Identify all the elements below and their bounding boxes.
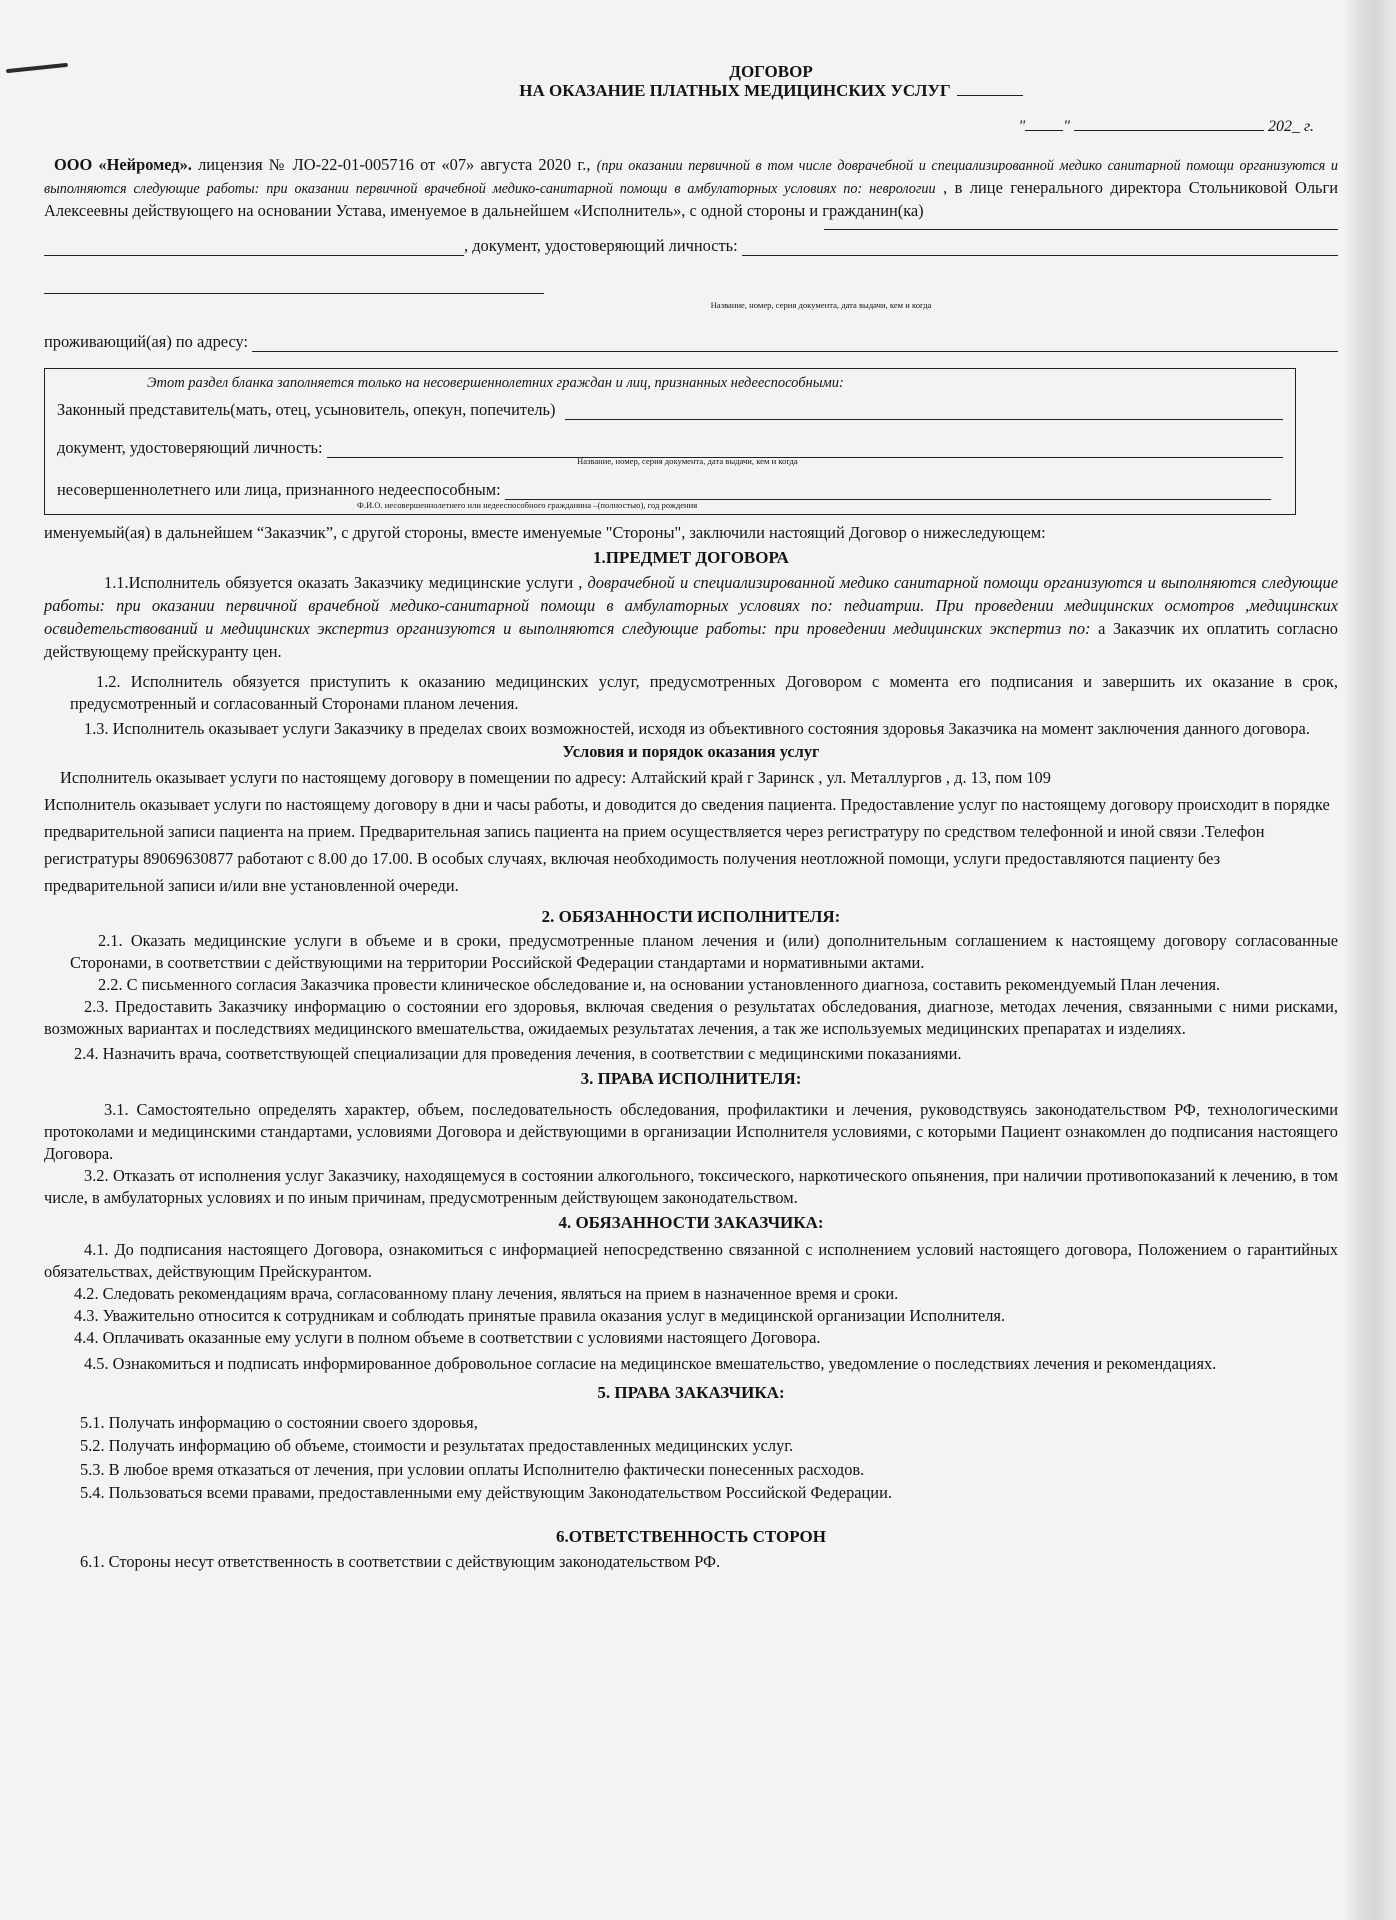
- clause-4-5: 4.5. Ознакомиться и подписать информированное добровольное согласие на медицинское вмешательство, уведомление о последствиях лечения и рекомендациях.: [84, 1354, 1217, 1373]
- title-line-2: НА ОКАЗАНИЕ ПЛАТНЫХ МЕДИЦИНСКИХ УСЛУГ: [519, 81, 951, 100]
- clause-2-1: 2.1. Оказать медицинские услуги в объеме и в сроки, предусмотренные планом лечения и (или) дополнительным соглашением к настоящему договору согласованные Сторонами, в соответствии с действующими на территории Российской Федерации стандартами и нормативными актами.: [70, 931, 1338, 972]
- conditions-heading: Условия и порядок оказания услуг: [562, 742, 820, 761]
- section-4-heading: 4. ОБЯЗАННОСТИ ЗАКАЗЧИКА:: [558, 1213, 824, 1232]
- license-text: лицензия № ЛО-22-01-005716 от «07» августа 2020 г.,: [191, 155, 597, 174]
- date-year: 202_ г.: [1267, 118, 1314, 135]
- intro-paragraph: [44, 154, 1338, 222]
- org-name: ООО «Нейромед».: [54, 155, 192, 174]
- conditions-p1: Исполнитель оказывает услуги по настоящему договору в помещении по адресу: Алтайский край г Заринск , ул. Металлургов , д. 13, пом 109: [60, 768, 1051, 787]
- clause-1-1: [44, 571, 1338, 663]
- clause-3-1: 3.1. Самостоятельно определять характер, объем, последовательность обследования, профилактики и лечения, руководствуясь законодательством РФ, технологическими протоколами и медицинскими стандартами, условиями Договора и действующими в организации Исполнителя условиями, с которыми Пациент ознакомлен до подписания настоящего Договора.: [44, 1100, 1338, 1163]
- document-title: [204, 62, 1338, 100]
- document-caption: Название, номер, серия документа, дата выдачи, кем и когда: [710, 300, 932, 310]
- section-3-heading: 3. ПРАВА ИСПОЛНИТЕЛЯ:: [580, 1069, 802, 1088]
- clause-2-4: 2.4. Назначить врача, соответствующей специализации для проведения лечения, в соответствии с медицинскими показаниями.: [74, 1044, 962, 1063]
- scan-edge: [1344, 0, 1396, 1920]
- clause-1-3: 1.3. Исполнитель оказывает услуги Заказчику в пределах своих возможностей, исходя из объективного состояния здоровья Заказчика на момент заключения данного договора.: [84, 719, 1310, 738]
- clause-1-1-italic: , доврачебной и специализированной медико санитарной помощи организуются и выполняются следующие работы: при оказании первичной врачебной медико-санитарной помощи в амбулаторных условиях по: педиатрии. При проведении медицинских осмотров ,медицинских освидетельствований и медицинских экспертиз организуются и выполняются следующие работы: при проведении медицинских экспертиз по:: [44, 573, 1338, 638]
- document-label: , документ, удостоверяющий личность:: [464, 236, 738, 255]
- minor-row: [57, 476, 1283, 500]
- minor-blank[interactable]: [505, 483, 1271, 500]
- representative-blank[interactable]: [565, 403, 1283, 420]
- rep-document-caption: Название, номер, серия документа, дата выдачи, кем и когда: [577, 456, 798, 466]
- license-scope: (при оказании первичной в том числе доврачебной и специализированной медико санитарной помощи организуются и выполняются следующие работы: при оказании первичной врачебной медико-санитарной помощи в амбулаторных условиях по: неврологии: [44, 158, 1338, 197]
- clause-5-4: 5.4. Пользоваться всеми правами, предоставленными ему действующим Законодательством Российской Федерации.: [80, 1483, 892, 1503]
- clause-1-1-end: а Заказчик их оплатить согласно действующему прейскуранту цен.: [44, 619, 1338, 661]
- representative-box: [44, 368, 1296, 515]
- day-blank[interactable]: [1025, 118, 1063, 131]
- date-line: [44, 118, 1314, 136]
- clause-6-1: 6.1. Стороны несут ответственность в соответствии с действующим законодательством РФ.: [80, 1551, 721, 1571]
- title-line-1: ДОГОВОР: [729, 62, 813, 81]
- clause-2-2: 2.2. С письменного согласия Заказчика провести клиническое обследование и, на основании установленного диагноза, составить рекомендуемый План лечения.: [98, 975, 1221, 994]
- address-blank[interactable]: [252, 335, 1338, 352]
- conditions-p2: Исполнитель оказывает услуги по настоящему договору в дни и часы работы, и доводится до сведения пациента. Предоставление услуг по настоящему договору происходит в порядке предварительной записи пациента на прием. Предварительная запись пациента на прием осуществляется через регистратуру по средством телефонной и иной связи .Телефон регистратуры 89069630877 работают с 8.00 до 17.00. В особых случаях, включая необходимость получения неотложной помощи, услуги предоставляются пациенту без предварительной записи и/или вне установленной очереди.: [44, 795, 1330, 895]
- section-6-heading: 6.ОТВЕТСТВЕННОСТЬ СТОРОН: [556, 1526, 826, 1546]
- document-blank-2[interactable]: [44, 277, 544, 294]
- clause-4-2: 4.2. Следовать рекомендациям врача, согласованному плану лечения, являться на прием в назначенное время и сроки.: [74, 1284, 899, 1303]
- address-label: проживающий(ая) по адресу:: [44, 332, 249, 351]
- document-row-2: [44, 256, 1338, 294]
- month-blank[interactable]: [1074, 118, 1264, 131]
- contract-number-blank[interactable]: [957, 81, 1023, 96]
- representative-label: Законный представитель(мать, отец, усыновитель, опекун, попечитель): [57, 400, 556, 419]
- clause-1-1-start: 1.1.Исполнитель обязуется оказать Заказчику медицинские услуги: [104, 573, 579, 592]
- pen-mark: [6, 63, 68, 73]
- clause-4-1: 4.1. До подписания настоящего Договора, ознакомиться с информацией непосредственно связанной с исполнением условий настоящего договора, Положением о гарантийных обязательствах, действующим Прейскурантом.: [44, 1240, 1338, 1281]
- minor-label: несовершеннолетнего или лица, признанного недееспособным:: [57, 480, 501, 499]
- rep-document-blank[interactable]: [327, 441, 1283, 458]
- citizen-name-blank-2[interactable]: [44, 239, 464, 256]
- clause-5-2: 5.2. Получать информацию об объеме, стоимости и результатах предоставленных медицинских услуг.: [80, 1436, 794, 1456]
- minor-caption: Ф.И.О. несовершеннолетнего или недееспособного гражданина –(полностью), год рождения: [357, 500, 698, 510]
- clause-4-3: 4.3. Уважительно относится к сотрудникам и соблюдать принятые правила оказания услуг в медицинской организации Исполнителя.: [74, 1306, 1006, 1325]
- parties-paragraph: именуемый(ая) в дальнейшем “Заказчик”, с другой стороны, вместе именуемые "Стороны", заключили настоящий Договор о нижеследующем:: [44, 523, 1046, 542]
- representative-row: [57, 392, 1283, 420]
- clause-5-1: 5.1. Получать информацию о состоянии своего здоровья,: [80, 1413, 478, 1432]
- clause-5-3: 5.3. В любое время отказаться от лечения, при условии оплаты Исполнителю фактически понесенных расходов.: [80, 1459, 865, 1479]
- section-1-heading: 1.ПРЕДМЕТ ДОГОВОРА: [593, 548, 789, 567]
- date-quote-open: ": [1018, 118, 1026, 135]
- date-quote-close: ": [1063, 118, 1070, 135]
- clause-3-2: 3.2. Отказать от исполнения услуг Заказчику, находящемуся в состоянии алкогольного, токсического, наркотического опьянения, при наличии противопоказаний к лечению, в том числе, в амбулаторных условиях и по иным причинам, предусмотренным действующем законодательством.: [44, 1166, 1338, 1207]
- address-row: [44, 332, 1338, 352]
- clause-2-3: 2.3. Предоставить Заказчику информацию о состоянии его здоровья, включая сведения о результатах обследования, диагнозе, методах лечения, связанными с ними рисками, возможных вариантах и последствиях медицинского вмешательства, ожидаемых результатах лечения, а так же используемых медицинских препаратах и изделиях.: [44, 997, 1338, 1038]
- section-5-heading: 5. ПРАВА ЗАКАЗЧИКА:: [597, 1383, 785, 1402]
- clause-1-2: 1.2. Исполнитель обязуется приступить к оказанию медицинских услуг, предусмотренных Договором с момента его подписания и завершить их оказание в срок, предусмотренный и согласованный Сторонами планом лечения.: [70, 672, 1338, 713]
- section-2-heading: 2. ОБЯЗАННОСТИ ИСПОЛНИТЕЛЯ:: [541, 907, 841, 926]
- representative-note: Этот раздел бланка заполняется только на несовершеннолетних граждан и лиц, признанных недееспособными:: [147, 375, 844, 391]
- section-5-list: [44, 1411, 1338, 1505]
- rep-document-label: документ, удостоверяющий личность:: [57, 438, 323, 457]
- intro-continuation: , в лице генерального директора Стольниковой Ольги Алексеевны действующего на основании Устава, именуемое в дальнейшем «Исполнитель», с одной стороны и гражданин(ка): [44, 178, 1338, 220]
- clause-4-4: 4.4. Оплачивать оказанные ему услуги в полном объеме в соответствии с условиями настоящего Договора.: [74, 1328, 821, 1347]
- document-blank[interactable]: [742, 239, 1338, 256]
- citizen-name-blank[interactable]: [824, 213, 1338, 230]
- citizen-name-line: [44, 222, 1338, 230]
- rep-document-row: [57, 430, 1283, 458]
- document-row: [44, 230, 1338, 256]
